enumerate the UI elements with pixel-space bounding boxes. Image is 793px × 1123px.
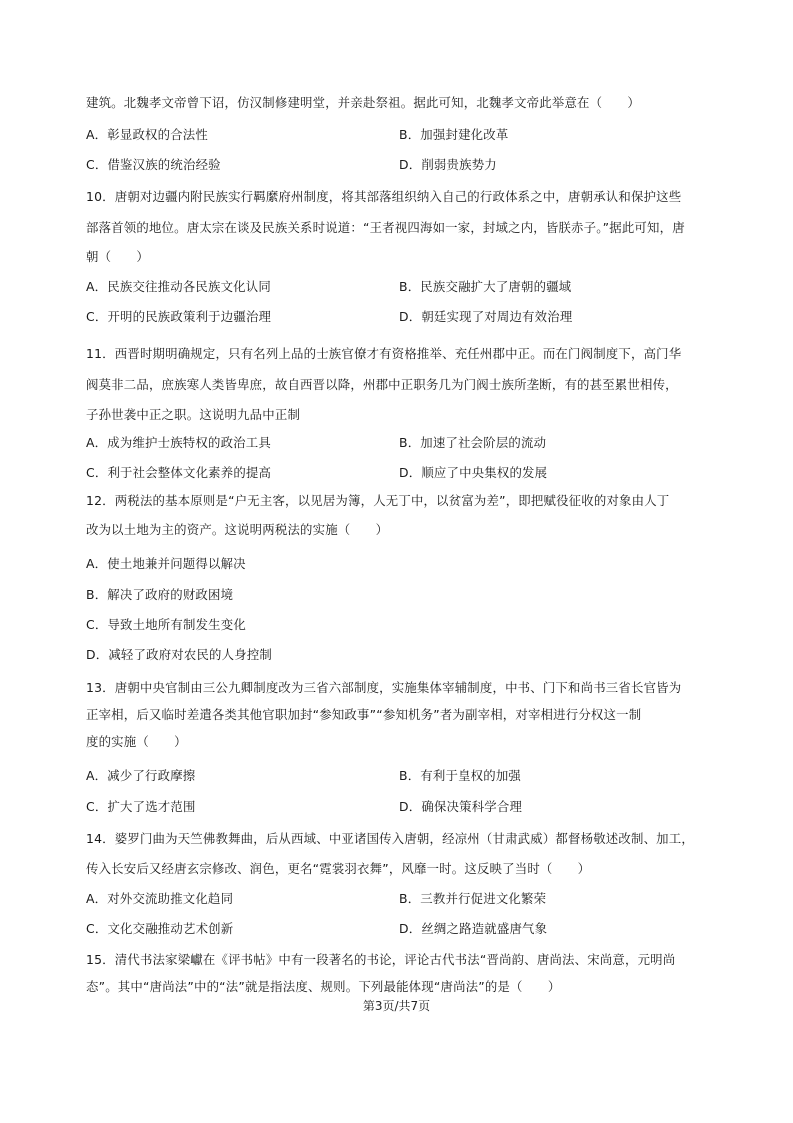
q14-option-b: B．三教并行促进文化繁荣 bbox=[399, 891, 547, 906]
q10-option-b: B．民族交融扩大了唐朝的疆域 bbox=[399, 279, 572, 294]
q12-option-c: C．导致土地所有制发生变化 bbox=[86, 617, 246, 632]
q13-stem-line: 度的实施（ ） bbox=[86, 734, 187, 749]
q11-stem-line: 子孙世袭中正之职。这说明九品中正制 bbox=[86, 407, 301, 422]
q13-option-d: D．确保决策科学合理 bbox=[399, 799, 523, 814]
q10-option-d: D．朝廷实现了对周边有效治理 bbox=[399, 309, 573, 324]
q12-stem-line: 12．两税法的基本原则是“户无主客，以见居为簿，人无丁中，以贫富为差”，即把赋役征收的对象由人丁 bbox=[86, 493, 670, 508]
q14-stem-line: 传入长安后又经唐玄宗修改、润色，更名“霓裳羽衣舞”，风靡一时。这反映了当时（ ） bbox=[86, 861, 591, 876]
q11-option-d: D．顺应了中央集权的发展 bbox=[399, 465, 548, 480]
q9-stem-line: 建筑。北魏孝文帝曾下诏，仿汉制修建明堂，并亲赴祭祖。据此可知，北魏孝文帝此举意在（ ） bbox=[86, 95, 640, 110]
q9-option-a: A．彰显政权的合法性 bbox=[86, 127, 208, 142]
q12-option-d: D．减轻了政府对农民的人身控制 bbox=[86, 647, 273, 662]
q15-stem-line: 态”。其中“唐尚法”中的“法”就是指法度、规则。下列最能体现“唐尚法”的是（ ） bbox=[86, 979, 561, 994]
q9-option-b: B．加强封建化改革 bbox=[399, 127, 509, 142]
q10-stem-line: 10．唐朝对边疆内附民族实行羁縻府州制度，将其部落组织纳入自己的行政体系之中，唐朝承认和保护这些 bbox=[86, 189, 682, 204]
q15-stem-line: 15．清代书法家梁巘在《评书帖》中有一段著名的书论，评论古代书法“晋尚韵、唐尚法、宋尚意，元明尚 bbox=[86, 952, 676, 967]
q10-option-a: A．民族交往推动各民族文化认同 bbox=[86, 279, 271, 294]
q10-option-c: C．开明的民族政策利于边疆治理 bbox=[86, 309, 272, 324]
page-number: 第3页/共7页 bbox=[362, 999, 431, 1013]
q9-option-d: D．削弱贵族势力 bbox=[399, 157, 497, 172]
q11-stem-line: 阀莫非二品，庶族寒人类皆卑庶，故自西晋以降，州郡中正职务几为门阀士族所垄断，有的甚至累世相传， bbox=[86, 377, 678, 392]
q11-stem-line: 11．西晋时期明确规定，只有名列上品的士族官僚才有资格推举、充任州郡中正。而在门阀制度下，高门华 bbox=[86, 346, 682, 361]
q13-option-b: B．有利于皇权的加强 bbox=[399, 768, 522, 783]
q13-option-c: C．扩大了选才范围 bbox=[86, 799, 196, 814]
q12-option-a: A．使土地兼并问题得以解决 bbox=[86, 556, 246, 571]
q13-stem-line: 13．唐朝中央官制由三公九卿制度改为三省六部制度，实施集体宰辅制度，中书、门下和尚书三省长官皆为 bbox=[86, 680, 682, 695]
q11-option-c: C．利于社会整体文化素养的提高 bbox=[86, 465, 272, 480]
q14-option-d: D．丝绸之路造就盛唐气象 bbox=[399, 921, 548, 936]
q10-stem-line: 朝（ ） bbox=[86, 249, 149, 264]
q14-option-a: A．对外交流助推文化趋同 bbox=[86, 891, 234, 906]
q14-stem-line: 14．婆罗门曲为天竺佛教舞曲，后从西域、中亚诸国传入唐朝，经凉州（甘肃武威）都督杨敬述改制、加工， bbox=[86, 831, 694, 846]
q12-option-b: B．解决了政府的财政困境 bbox=[86, 587, 234, 602]
q9-option-c: C．借鉴汉族的统治经验 bbox=[86, 157, 221, 172]
q14-option-c: C．文化交融推动艺术创新 bbox=[86, 921, 234, 936]
q11-option-a: A．成为维护士族特权的政治工具 bbox=[86, 435, 271, 450]
q13-stem-line: 正宰相，后又临时差遣各类其他官职加封“参知政事”“参知机务”者为副宰相，对宰相进行分权这一制 bbox=[86, 707, 642, 722]
q12-stem-line: 改为以土地为主的资产。这说明两税法的实施（ ） bbox=[86, 522, 389, 537]
q10-stem-line: 部落首领的地位。唐太宗在谈及民族关系时说道：“王者视四海如一家，封域之内，皆朕赤子。”据此可知，唐 bbox=[86, 220, 685, 235]
q11-option-b: B．加速了社会阶层的流动 bbox=[399, 435, 547, 450]
q13-option-a: A．减少了行政摩擦 bbox=[86, 768, 196, 783]
